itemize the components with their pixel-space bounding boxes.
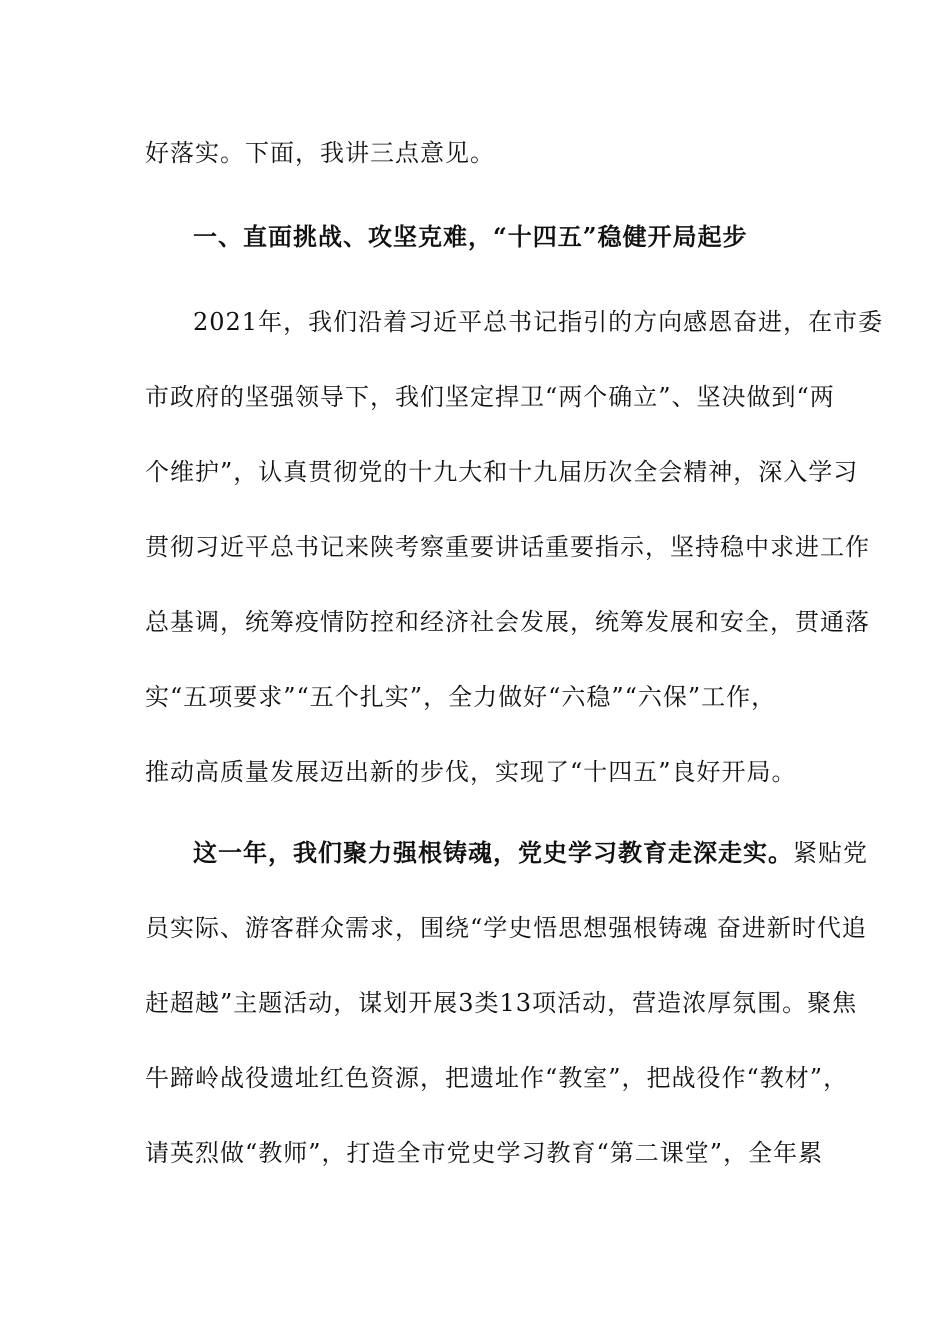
paragraph-line: 牛蹄岭战役遗址红色资源，把遗址作“教室”，把战役作“教材”， — [145, 1064, 849, 1092]
paragraph-line: 贯彻习近平总书记来陕考察重要讲话重要指示，坚持稳中求进工作 — [145, 533, 870, 561]
paragraph-line: 赶超越”主题活动，谋划开展3类13项活动，营造浓厚氛围。聚焦 — [145, 989, 858, 1017]
paragraph-line: 2021年，我们沿着习近平总书记指引的方向感恩奋进，在市委 — [193, 308, 884, 336]
paragraph-line: 好落实。下面，我讲三点意见。 — [145, 139, 495, 167]
bold-lead-sentence: 这一年，我们聚力强根铸魂，党史学习教育走深走实。 — [193, 838, 793, 867]
paragraph-line: 推动高质量发展迈出新的步伐，实现了“十四五”良好开局。 — [145, 758, 797, 786]
section-heading: 一、直面挑战、攻坚克难，“十四五”稳健开局起步 — [193, 222, 748, 251]
paragraph-line: 总基调，统筹疫情防控和经济社会发展，统筹发展和安全，贯通落 — [145, 608, 870, 636]
paragraph-line: 市政府的坚强领导下，我们坚定捍卫“两个确立”、坚决做到“两 — [145, 383, 835, 411]
paragraph-line: 请英烈做“教师”，打造全市党史学习教育“第二课堂”，全年累 — [145, 1139, 824, 1167]
paragraph-line: 个维护”，认真贯彻党的十九大和十九届历次全会精神，深入学习 — [145, 458, 859, 486]
paragraph-line: 员实际、游客群众需求，围绕“学史悟思想强根铸魂 奋进新时代追 — [145, 914, 867, 942]
lead-continuation: 紧贴党 — [793, 839, 868, 867]
paragraph-line — [193, 838, 868, 868]
paragraph-line: 实“五项要求”“五个扎实”，全力做好“六稳”“六保”工作， — [145, 683, 777, 711]
